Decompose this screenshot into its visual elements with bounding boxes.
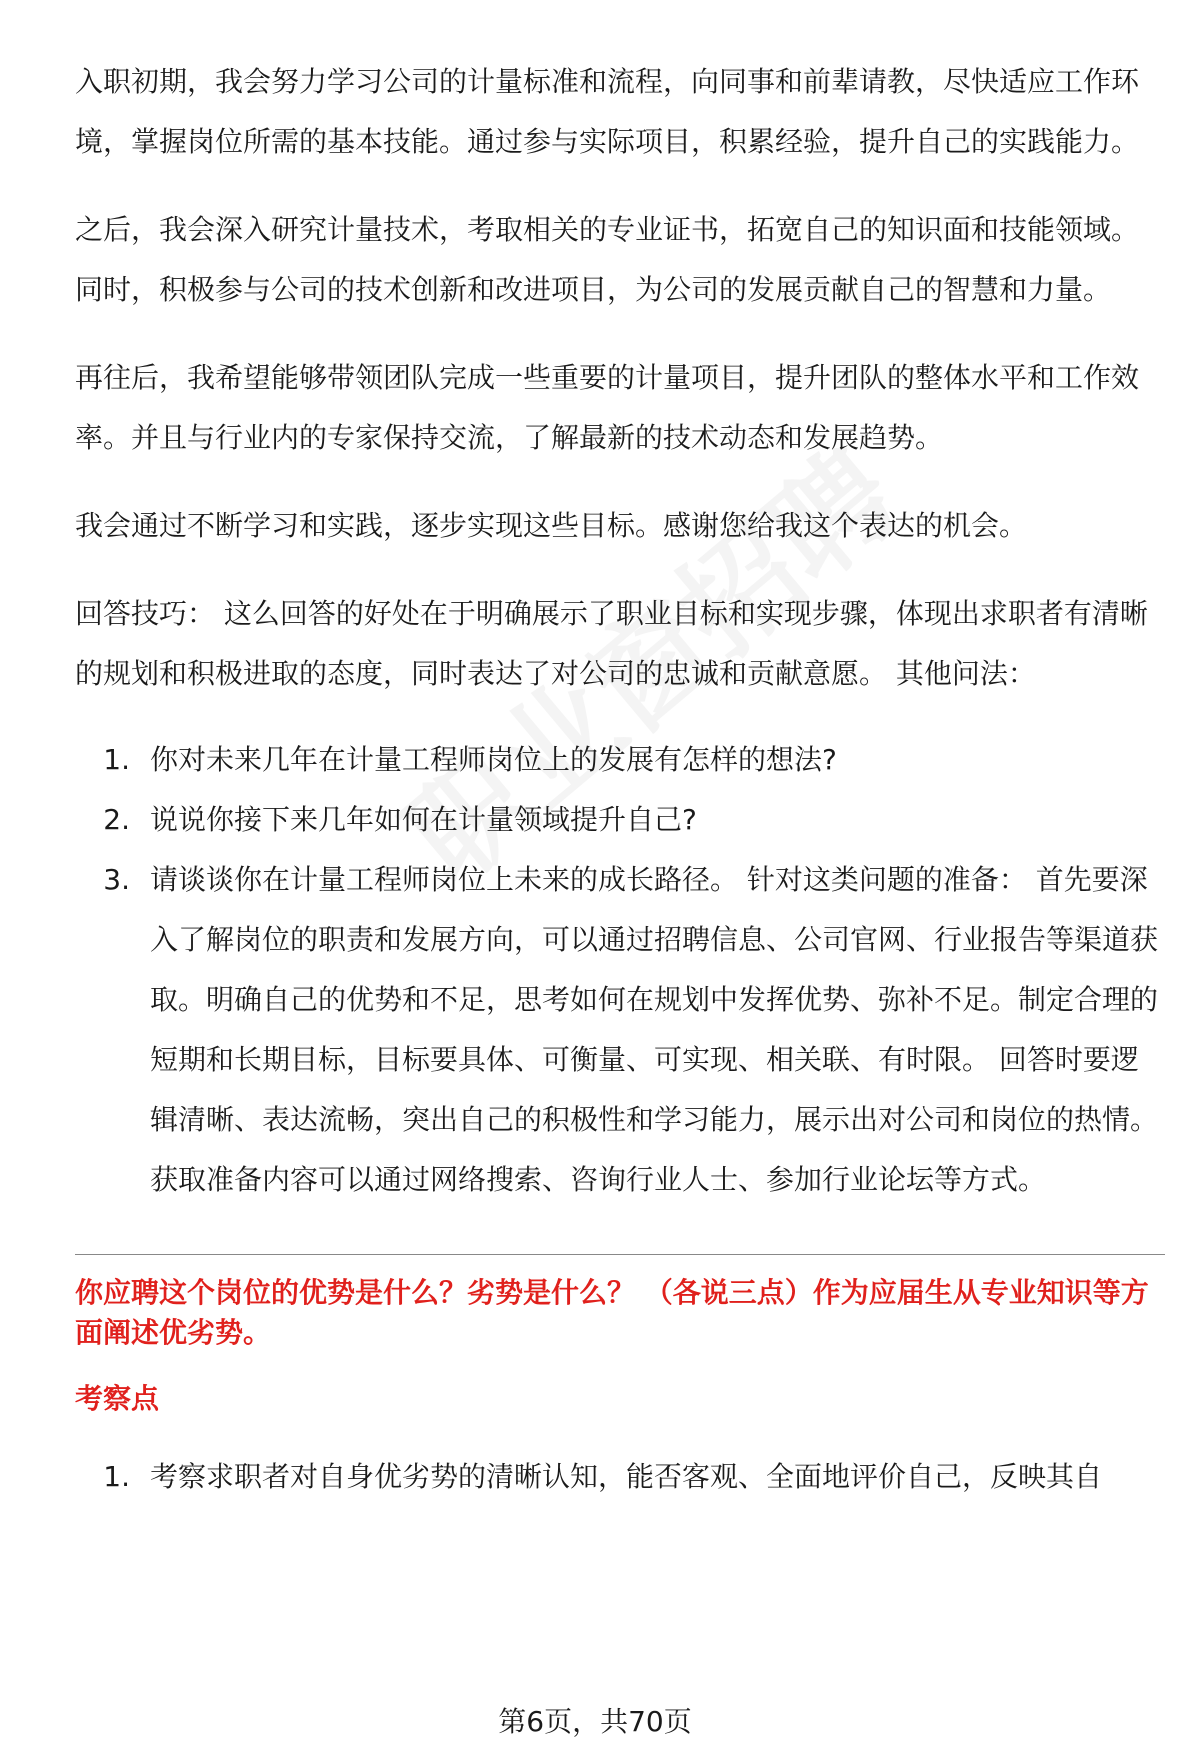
list-item <box>75 790 1165 850</box>
list-number: 1. <box>103 1460 130 1493</box>
answer-tips: 回答技巧： 这么回答的好处在于明确展示了职业目标和实现步骤，体现出求职者有清晰的规划和积极进取的态度，同时表达了对公司的忠诚和贡献意愿。 其他问法： <box>75 597 1148 690</box>
section-divider <box>75 1254 1165 1255</box>
list-text: 你对未来几年在计量工程师岗位上的发展有怎样的想法? <box>150 743 837 776</box>
paragraph-4: 我会通过不断学习和实践，逐步实现这些目标。感谢您给我这个表达的机会。 <box>75 509 1028 542</box>
list-item <box>75 850 1165 1210</box>
list-text: 考察求职者对自身优劣势的清晰认知，能否客观、全面地评价自己，反映其自 <box>150 1460 1103 1493</box>
alternative-questions-list <box>75 730 1165 1210</box>
assessment-points-list <box>75 1457 1165 1497</box>
list-number: 1. <box>103 743 130 776</box>
list-item <box>75 1457 1165 1497</box>
list-number: 3. <box>103 863 130 896</box>
page-number: 第6页，共70页 <box>498 1705 692 1738</box>
interview-question-title: 你应聘这个岗位的优势是什么？劣势是什么？ （各说三点）作为应届生从专业知识等方面阐述优劣势。 <box>75 1276 1149 1349</box>
paragraph-3: 再往后，我希望能够带领团队完成一些重要的计量项目，提升团队的整体水平和工作效率。并且与行业内的专家保持交流，了解最新的技术动态和发展趋势。 <box>75 361 1140 454</box>
list-text: 说说你接下来几年如何在计量领域提升自己? <box>150 803 697 836</box>
paragraph-1: 入职初期，我会努力学习公司的计量标准和流程，向同事和前辈请教，尽快适应工作环境，掌握岗位所需的基本技能。通过参与实际项目，积累经验，提升自己的实践能力。 <box>75 65 1140 158</box>
list-text: 请谈谈你在计量工程师岗位上未来的成长路径。 针对这类问题的准备： 首先要深入了解岗位的职责和发展方向，可以通过招聘信息、公司官网、行业报告等渠道获取。明确自己的优势和不足，思考如何在规划中发挥优势、弥补不足。制定合理的短期和长期目标，目标要具体、可衡量、可实现、相关联、有时限。 回答时要逻辑清晰、表达流畅，突出自己的积极性和学习能力，展示出对公司和岗位的热情。获取准备内容可以通过网络搜索、咨询行业人士、参加行业论坛等方式。 <box>150 863 1159 1196</box>
document-body <box>75 52 1165 1497</box>
section-heading: 考察点 <box>75 1382 160 1415</box>
paragraph-2: 之后，我会深入研究计量技术，考取相关的专业证书，拓宽自己的知识面和技能领域。同时，积极参与公司的技术创新和改进项目，为公司的发展贡献自己的智慧和力量。 <box>75 213 1140 306</box>
list-item <box>75 730 1165 790</box>
list-number: 2. <box>103 803 130 836</box>
